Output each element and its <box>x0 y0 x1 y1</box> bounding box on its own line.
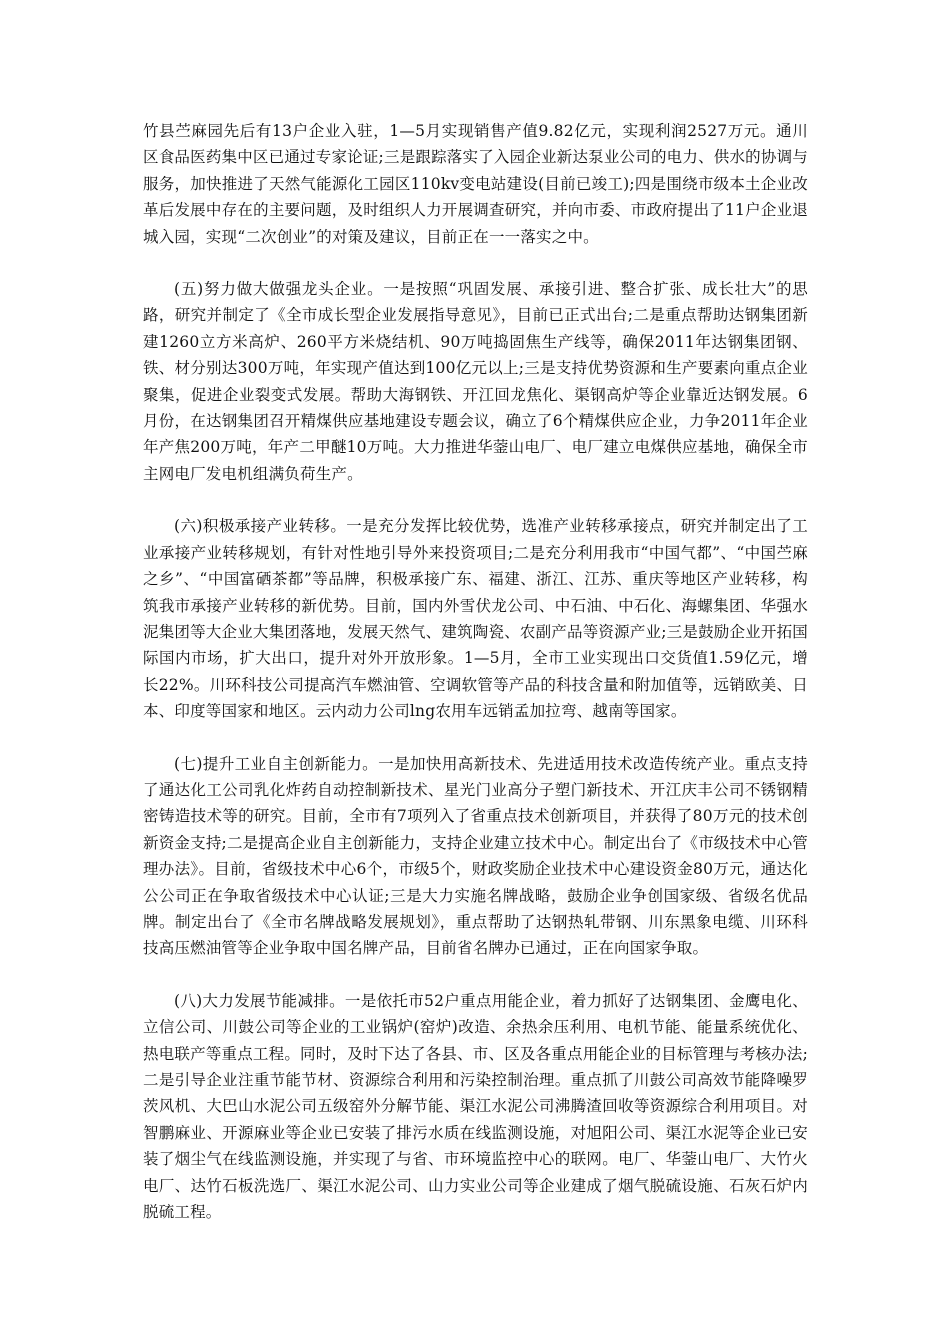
paragraph-section-8: (八)大力发展节能减排。一是依托市52户重点用能企业，着力抓好了达钢集团、金鹰电化、立信公司、川鼓公司等企业的工业锅炉(窑炉)改造、余热余压利用、电机节能、能量系统优化、热电联产等重点工程。同时，及时下达了各县、市、区及各重点用能企业的目标管理与考核办法;二是引导企业注重节能节材、资源综合利用和污染控制治理。重点抓了川鼓公司高效节能降噪罗茨风机、大巴山水泥公司五级窑外分解节能、渠江水泥公司沸腾渣回收等资源综合利用项目。对智鹏麻业、开源麻业等企业已安装了排污水质在线监测设施，对旭阳公司、渠江水泥等企业已安装了烟尘气在线监测设施，并实现了与省、市环境监控中心的联网。电厂、华蓥山电厂、大竹火电厂、达竹石板洗选厂、渠江水泥公司、山力实业公司等企业建成了烟气脱硫设施、石灰石炉内脱硫工程。 <box>143 991 808 1222</box>
paragraph-section-5: (五)努力做大做强龙头企业。一是按照“巩固发展、承接引进、整合扩张、成长壮大”的思路，研究并制定了《全市成长型企业发展指导意见》，目前已正式出台;二是重点帮助达钢集团新建1260立方米高炉、260平方米烧结机、90万吨捣固焦生产线等，确保2011年达钢集团钢、铁、材分别达300万吨，年实现产值达到100亿元以上;三是支持优势资源和生产要素向重点企业聚集，促进企业裂变式发展。帮助大海钢铁、开江回龙焦化、渠钢高炉等企业靠近达钢发展。6月份，在达钢集团召开精煤供应基地建设专题会议，确立了6个精煤供应企业，力争2011年企业年产焦200万吨，年产二甲醚10万吨。大力推进华蓥山电厂、电厂建立电煤供应基地，确保全市主网电厂发电机组满负荷生产。 <box>143 280 808 483</box>
paragraph-section-6: (六)积极承接产业转移。一是充分发挥比较优势，选准产业转移承接点，研究并制定出了工业承接产业转移规划，有针对性地引导外来投资项目;二是充分利用我市“中国气都”、“中国苎麻之乡”、“中国富硒茶都”等品牌，积极承接广东、福建、浙江、江苏、重庆等地区产业转移，构筑我市承接产业转移的新优势。目前，国内外雪伏龙公司、中石油、中石化、海螺集团、华强水泥集团等大企业大集团落地，发展天然气、建筑陶瓷、农副产品等资源产业;三是鼓励企业开拓国际国内市场，扩大出口，提升对外开放形象。1—5月，全市工业实现出口交货值1.59亿元，增长22%。川环科技公司提高汽车燃油管、空调软管等产品的科技含量和附加值等，远销欧美、日本、印度等国家和地区。云内动力公司lng农用车远销孟加拉弯、越南等国家。 <box>143 517 808 721</box>
paragraph-continuation: 竹县苎麻园先后有13户企业入驻，1—5月实现销售产值9.82亿元，实现利润2527万元。通川区食品医药集中区已通过专家论证;三是跟踪落实了入园企业新达泵业公司的电力、供水的协调与服务，加快推进了天然气能源化工园区110kv变电站建设(目前已竣工);四是围绕市级本土企业改革后发展中存在的主要问题，及时组织人力开展调查研究，并向市委、市政府提出了11户企业退城入园，实现“二次创业”的对策及建议，目前正在一一落实之中。 <box>143 122 808 246</box>
document-body <box>143 118 808 1251</box>
paragraph-section-7: (七)提升工业自主创新能力。一是加快用高新技术、先进适用技术改造传统产业。重点支持了通达化工公司乳化炸药自动控制新技术、星光门业高分子塑门新技术、开江庆丰公司不锈钢精密铸造技术等的研究。目前，全市有7项列入了省重点技术创新项目，并获得了80万元的技术创新资金支持;二是提高企业自主创新能力，支持企业建立技术中心。制定出台了《市级技术中心管理办法》。目前，省级技术中心6个，市级5个，财政奖励企业技术中心建设资金80万元，通达化公公司正在争取省级技术中心认证;三是大力实施名牌战略，鼓励企业争创国家级、省级名优品牌。制定出台了《全市名牌战略发展规划》，重点帮助了达钢热轧带钢、川东黑象电缆、川环科技高压燃油管等企业争取中国名牌产品，目前省名牌办已通过，正在向国家争取。 <box>143 754 808 958</box>
